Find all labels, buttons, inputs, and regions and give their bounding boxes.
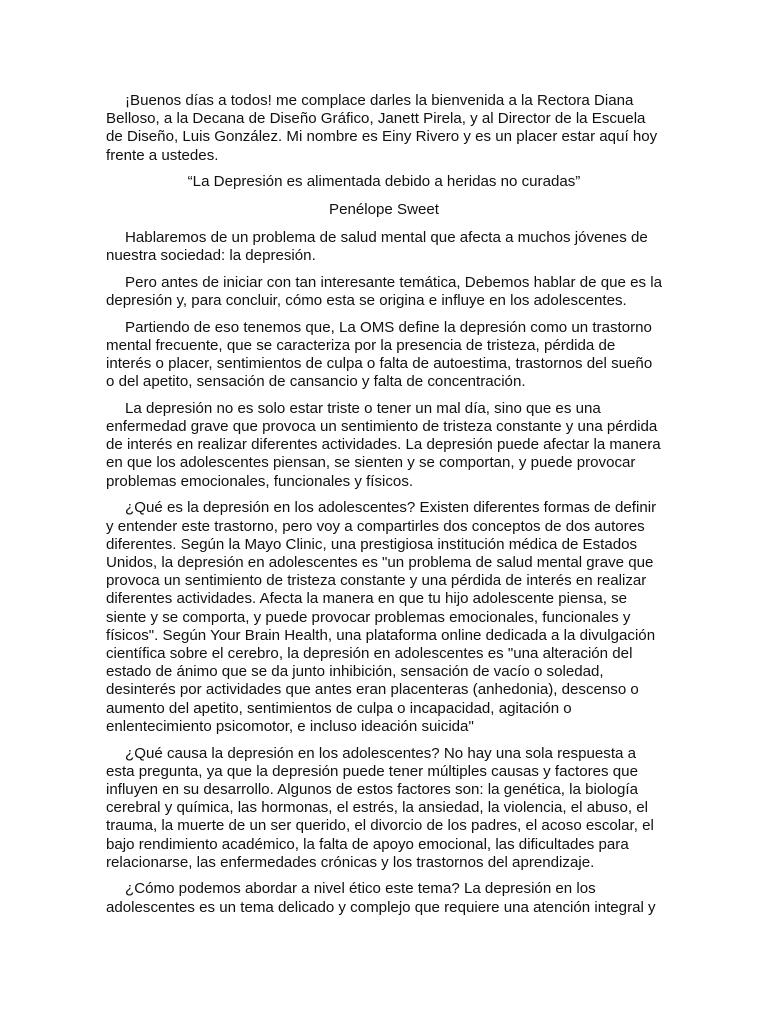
body-paragraph: ¿Qué causa la depresión en los adolescentes? No hay una sola respuesta a esta pregunta, ya que la depresión puede tener múltiples causas y factores que influyen en su desarrollo. Algunos de estos factores son: la genética, la biología cerebral y química, las hormonas, el estrés, la ansiedad, la violencia, el abuso, el trauma, la muerte de un ser querido, el divorcio de los padres, el acoso escolar, el bajo rendimiento académico, la falta de apoyo emocional, las dificultades para relacionarse, las enfermedades crónicas y los trastornos del aprendizaje. bbox=[106, 744, 654, 871]
document-page bbox=[106, 92, 662, 925]
epigraph-author: Penélope Sweet bbox=[329, 200, 439, 218]
body-paragraph: Hablaremos de un problema de salud mental que afecta a muchos jóvenes de nuestra sociedad: la depresión. bbox=[106, 228, 648, 264]
greeting-paragraph: ¡Buenos días a todos! me complace darles la bienvenida a la Rectora Diana Belloso, a la Decana de Diseño Gráfico, Janett Pirela, y al Director de la Escuela de Diseño, Luis González. Mi nombre es Einy Rivero y es un placer estar aquí hoy frente a ustedes. bbox=[106, 92, 658, 164]
body-paragraph: La depresión no es solo estar triste o tener un mal día, sino que es una enfermedad grave que provoca un sentimiento de tristeza constante y una pérdida de interés en realizar diferentes actividades. La depresión puede afectar la manera en que los adolescentes piensan, se sienten y se comportan, y puede provocar problemas emocionales, funcionales y físicos. bbox=[106, 399, 661, 490]
epigraph-quote: “La Depresión es alimentada debido a heridas no curadas” bbox=[187, 173, 581, 191]
body-paragraph: Partiendo de eso tenemos que, La OMS define la depresión como un trastorno mental frecuente, que se caracteriza por la presencia de tristeza, pérdida de interés o placer, sentimientos de culpa o falta de autoestima, trastornos del sueño o del apetito, sensación de cansancio y falta de concentración. bbox=[106, 318, 653, 391]
body-paragraph: ¿Cómo podemos abordar a nivel ético este tema? La depresión en los adolescentes es un tema delicado y complejo que requiere una atención integral y bbox=[106, 880, 656, 916]
body-paragraph: Pero antes de iniciar con tan interesante temática, Debemos hablar de que es la depresión y, para concluir, cómo esta se origina e influye en los adolescentes. bbox=[106, 273, 662, 309]
body-paragraph: ¿Qué es la depresión en los adolescentes? Existen diferentes formas de definir y entender este trastorno, pero voy a compartirles dos conceptos de dos autores diferentes. Según la Mayo Clinic, una prestigiosa institución médica de Estados Unidos, la depresión en adolescentes es "un problema de salud mental grave que provoca un sentimiento de tristeza constante y una pérdida de interés en realizar diferentes actividades. Afecta la manera en que tu hijo adolescente piensa, se siente y se comporta, y puede provocar problemas emocionales, funcionales y físicos". Según Your Brain Health, una plataforma online dedicada a la divulgación científica sobre el cerebro, la depresión en adolescentes es "una alteración del estado de ánimo que se da junto inhibición, sensación de vacío o soledad, desinterés por actividades que antes eran placenteras (anhedonia), descenso o aumento del apetito, sentimientos de culpa o incapacidad, agitación o enlentecimiento psicomotor, e incluso ideación suicida" bbox=[106, 499, 657, 735]
